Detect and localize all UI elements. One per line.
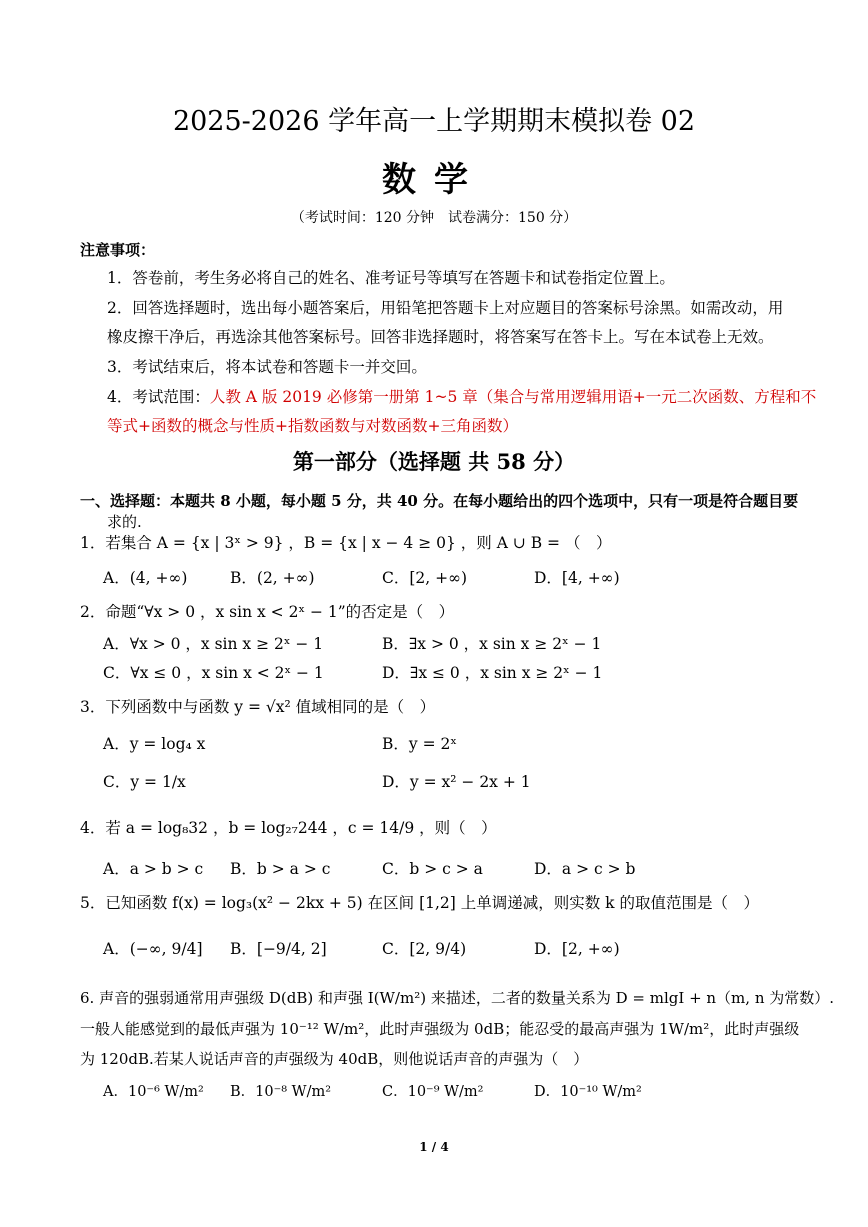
page-number: 1 / 4 (419, 1140, 449, 1154)
question-4-option-b: B．b > a > c (230, 860, 331, 878)
question-3-option-d: D．y = x² − 2x + 1 (382, 773, 531, 791)
subject-title: 数学 (382, 160, 486, 200)
question-6-option-a: A．10⁻⁶ W/m² (103, 1084, 204, 1100)
question-6-stem-c: 为 120dB.若某人说话声音的声强级为 40dB，则他说话声音的声强为（ ） (80, 1050, 589, 1068)
question-4-stem: 4．若 a = log₈32 ，b = log₂₇244 ，c = 14/9 ，则（ ） (80, 819, 497, 837)
question-6-stem-b: 一般人能感觉到的最低声强为 10⁻¹² W/m²，此时声强级为 0dB；能忍受的最高声强为 1W/m²，此时声强级 (80, 1020, 800, 1038)
exam-scope: 人教 A 版 2019 必修第一册第 1~5 章（集合与常用逻辑用语+一元二次函数、方程和不 (209, 388, 817, 406)
section-heading-a: 一、选择题：本题共 8 小题，每小题 5 分，共 40 分。在每小题给出的四个选项中，只有一项是符合题目要 (80, 492, 799, 510)
notice-line-4a (107, 385, 816, 409)
question-4-option-d: D．a > c > b (534, 860, 636, 878)
notice-line-2b: 橡皮擦干净后，再选涂其他答案标号。回答非选择题时，将答案写在答卡上。写在本试卷上无效。 (107, 328, 774, 346)
question-5-stem: 5．已知函数 f(x) = log₃(x² − 2kx + 5) 在区间 [1,2] 上单调递减，则实数 k 的取值范围是（ ） (80, 894, 759, 912)
question-3-stem: 3．下列函数中与函数 y = √x² 值域相同的是（ ） (80, 698, 436, 716)
exam-title: 2025-2026 学年高一上学期期末模拟卷 02 (172, 106, 696, 137)
question-1-option-b: B．(2, +∞) (230, 569, 315, 587)
question-1-option-c: C．[2, +∞) (382, 569, 468, 587)
question-2-option-c: C．∀x ≤ 0 ，x sin x < 2ˣ − 1 (103, 664, 324, 682)
notice-line-3: 3．考试结束后，将本试卷和答题卡一并交回。 (107, 358, 427, 376)
question-5-option-a: A．(−∞, 9/4] (103, 940, 203, 958)
question-1-option-a: A．(4, +∞) (103, 569, 188, 587)
notice-line-2a: 2．回答选择题时，选出每小题答案后，用铅笔把答题卡上对应题目的答案标号涂黑。如需改动，用 (107, 299, 784, 317)
question-4-option-a: A．a > b > c (103, 860, 204, 878)
question-6-option-b: B．10⁻⁸ W/m² (230, 1084, 332, 1100)
notice-heading: 注意事项： (80, 241, 156, 259)
question-1-option-d: D．[4, +∞) (534, 569, 620, 587)
notice-line-1: 1．答卷前，考生务必将自己的姓名、准考证号等填写在答题卡和试卷指定位置上。 (107, 269, 675, 287)
question-4-option-c: C．b > c > a (382, 860, 483, 878)
question-2-option-b: B．∃x > 0 ，x sin x ≥ 2ˣ − 1 (382, 635, 602, 653)
question-2-option-a: A．∀x > 0 ，x sin x ≥ 2ˣ − 1 (103, 635, 324, 653)
question-3-option-b: B．y = 2ˣ (382, 735, 457, 753)
question-3-option-c: C．y = 1/x (103, 773, 186, 791)
question-6-option-c: C．10⁻⁹ W/m² (382, 1084, 484, 1100)
question-3-option-a: A．y = log₄ x (103, 735, 206, 753)
notice-line-4b: 等式+函数的概念与性质+指数函数与对数函数+三角函数） (107, 417, 518, 435)
question-6-stem-a: 6. 声音的强弱通常用声强级 D(dB) 和声强 I(W/m²) 来描述，二者的数量关系为 D = mlgI + n（m, n 为常数）. (80, 989, 835, 1007)
question-2-stem: 2．命题“∀x > 0 ，x sin x < 2ˣ − 1”的否定是（ ） (80, 603, 455, 621)
part-one-heading: 第一部分（选择题 共 58 分） (292, 449, 576, 474)
question-5-option-c: C．[2, 9/4) (382, 940, 467, 958)
section-heading-b: 求的. (107, 513, 142, 531)
question-6-option-d: D．10⁻¹⁰ W/m² (534, 1084, 642, 1100)
question-1-stem: 1．若集合 A = {x | 3ˣ > 9} ，B = {x | x − 4 ≥ 0} ，则 A ∪ B = （ ） (80, 534, 612, 552)
question-2-option-d: D．∃x ≤ 0 ，x sin x ≥ 2ˣ − 1 (382, 664, 603, 682)
notice-line-4-prefix: 4．考试范围： (107, 388, 210, 406)
question-5-option-b: B．[−9/4, 2] (230, 940, 327, 958)
question-5-option-d: D．[2, +∞) (534, 940, 620, 958)
exam-info: （考试时间：120 分钟 试卷满分：150 分） (290, 210, 578, 226)
